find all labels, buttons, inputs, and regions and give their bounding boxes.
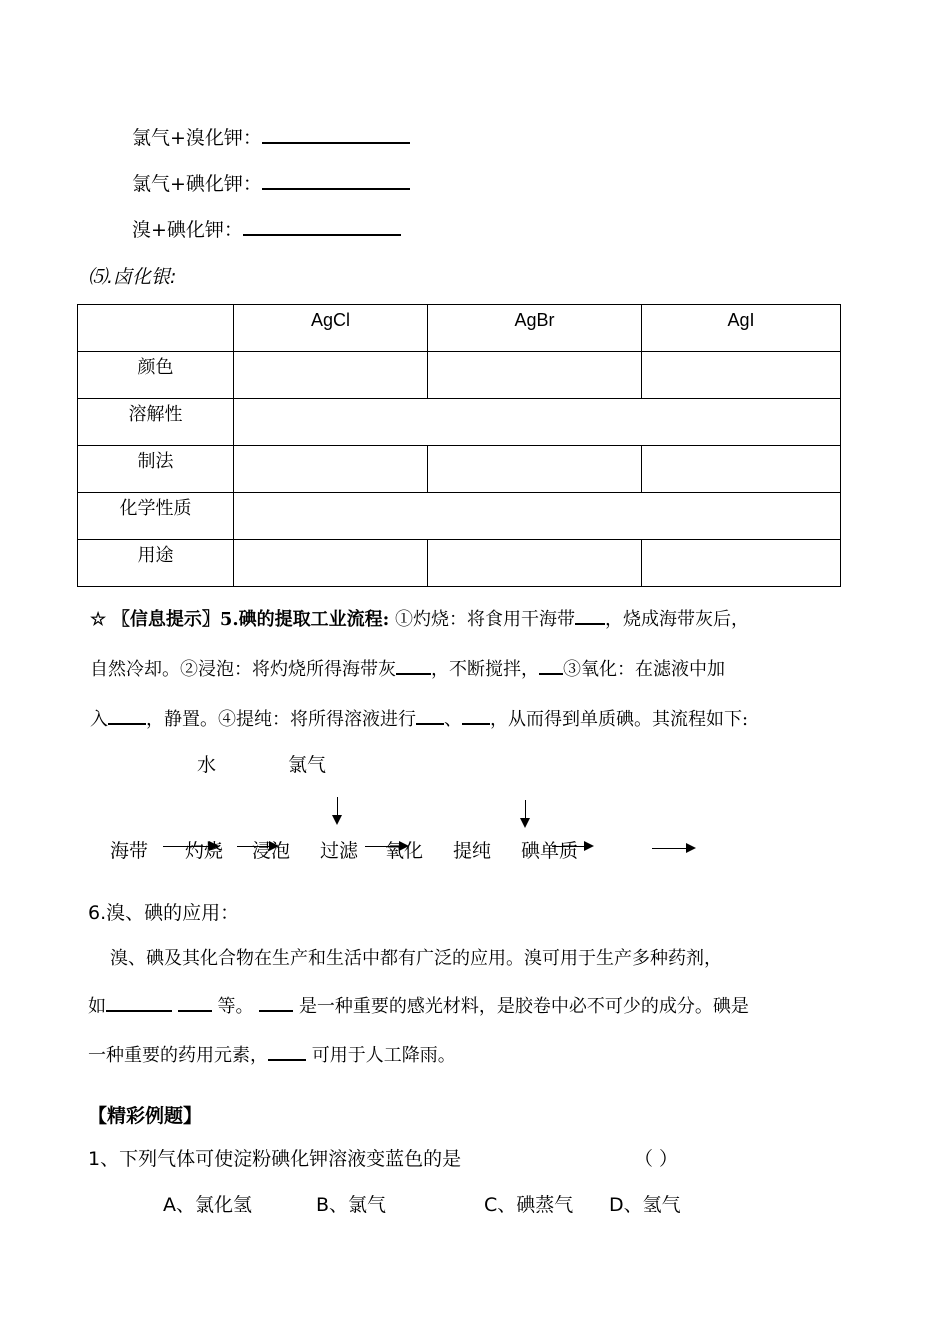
flow-step: 碘单质 <box>521 840 579 862</box>
equation-label: 氯气+碘化钾： <box>132 173 262 195</box>
info-text: ，静置。④提纯：将所得溶液进行 <box>146 709 416 730</box>
option-c[interactable]: C、碘蒸气 <box>484 1194 574 1216</box>
table-row <box>78 399 841 446</box>
silver-halide-table <box>77 304 841 587</box>
right-arrow-icon <box>365 846 407 847</box>
table-row <box>78 446 841 493</box>
right-arrow-icon <box>163 846 217 847</box>
info-text: 自然冷却。②浸泡：将灼烧所得海带灰 <box>90 659 396 680</box>
answer-blank[interactable] <box>243 217 401 236</box>
table-cell[interactable] <box>642 352 841 399</box>
row-label: 颜色 <box>78 352 234 399</box>
table-header-row <box>78 305 841 352</box>
table-cell[interactable] <box>642 446 841 493</box>
answer-blank[interactable] <box>462 707 490 725</box>
row-label: 化学性质 <box>78 493 234 540</box>
answer-blank[interactable] <box>108 707 146 725</box>
equation-label: 溴+碘化钾： <box>132 219 243 241</box>
para-text: 一种重要的药用元素， <box>88 1045 268 1066</box>
answer-blank[interactable] <box>396 657 431 675</box>
flow-step: 浸泡 <box>252 840 291 862</box>
info-text: ，从而得到单质碘。其流程如下: <box>490 709 749 730</box>
equation-label: 氯气+溴化钾： <box>132 127 262 149</box>
row-label: 溶解性 <box>78 399 234 446</box>
answer-blank[interactable] <box>106 994 172 1012</box>
info-text: 入 <box>90 709 108 730</box>
table-cell[interactable] <box>642 540 841 587</box>
table-cell[interactable] <box>428 540 642 587</box>
para-text: 是一种重要的感光材料，是胶卷中必不可少的成分。碘是 <box>298 996 749 1017</box>
table-cell[interactable] <box>234 399 841 446</box>
table-row <box>78 493 841 540</box>
section-6-title: 6.溴、碘的应用： <box>88 902 240 924</box>
table-row <box>78 540 841 587</box>
down-arrow-icon <box>337 797 338 823</box>
flow-step: 氧化 <box>385 840 424 862</box>
info-text: ，不断搅拌， <box>431 659 539 680</box>
right-arrow-icon <box>652 848 694 849</box>
info-text: ①灼烧：将食用干海带 <box>395 609 576 630</box>
row-label: 制法 <box>78 446 234 493</box>
answer-blank[interactable] <box>268 1043 306 1061</box>
answer-blank[interactable] <box>259 994 293 1012</box>
para-text: 等。 <box>217 996 254 1017</box>
right-arrow-icon <box>237 846 277 847</box>
answer-blank[interactable] <box>575 607 605 625</box>
info-text: ③氧化：在滤液中加 <box>563 659 725 680</box>
flow-step: 灼烧 <box>185 840 224 862</box>
answer-blank[interactable] <box>262 171 410 190</box>
table-cell[interactable] <box>234 540 428 587</box>
info-tag: 〖信息提示〗5.碘的提取工业流程: <box>111 609 390 630</box>
flow-input-chlorine: 氯气 <box>288 754 327 776</box>
flow-step: 海带 <box>110 840 149 862</box>
star-icon: ☆ <box>90 609 107 630</box>
option-b[interactable]: B、氯气 <box>316 1194 387 1216</box>
flow-step: 提纯 <box>453 840 492 862</box>
table-cell[interactable] <box>428 446 642 493</box>
table-row <box>78 352 841 399</box>
answer-blank[interactable] <box>416 707 444 725</box>
table-header-cell: AgBr <box>428 305 642 352</box>
answer-blank[interactable] <box>262 125 410 144</box>
para-text: 可用于人工降雨。 <box>311 1045 456 1066</box>
down-arrow-icon <box>525 800 526 826</box>
section-5-title: ⑸.卤化银: <box>88 266 177 288</box>
section-6-paragraph-1: 溴、碘及其化合物在生产和生活中都有广泛的应用。溴可用于生产多种药剂， <box>110 948 722 969</box>
row-label: 用途 <box>78 540 234 587</box>
table-header-cell <box>78 305 234 352</box>
option-a[interactable]: A、氯化氢 <box>163 1194 252 1216</box>
equation-line-2 <box>132 169 410 196</box>
table-cell[interactable] <box>234 446 428 493</box>
info-text: 、 <box>444 709 462 730</box>
info-text: ，烧成海带灰后， <box>605 609 750 630</box>
section-6-paragraph-3 <box>88 1041 456 1067</box>
answer-blank[interactable] <box>178 994 212 1012</box>
examples-title: 【精彩例题】 <box>88 1105 203 1127</box>
option-d[interactable]: D、氢气 <box>609 1194 681 1216</box>
answer-blank[interactable] <box>539 657 563 675</box>
right-arrow-icon <box>552 846 592 847</box>
table-cell[interactable] <box>428 352 642 399</box>
flow-step: 过滤 <box>320 840 359 862</box>
section-6-paragraph-2 <box>88 992 749 1018</box>
info-line-3 <box>90 705 748 731</box>
table-cell[interactable] <box>234 493 841 540</box>
table-header-cell: AgCl <box>234 305 428 352</box>
question-1: 1、下列气体可使淀粉碘化钾溶液变蓝色的是 <box>88 1148 462 1170</box>
equation-line-3 <box>132 215 401 242</box>
info-line-2 <box>90 655 725 681</box>
table-cell[interactable] <box>234 352 428 399</box>
para-text: 如 <box>88 996 106 1017</box>
answer-parentheses[interactable]: （ ） <box>634 1148 679 1170</box>
info-line-1 <box>90 605 749 631</box>
flow-input-water: 水 <box>197 754 217 776</box>
table-header-cell: AgI <box>642 305 841 352</box>
equation-line-1 <box>132 123 410 150</box>
